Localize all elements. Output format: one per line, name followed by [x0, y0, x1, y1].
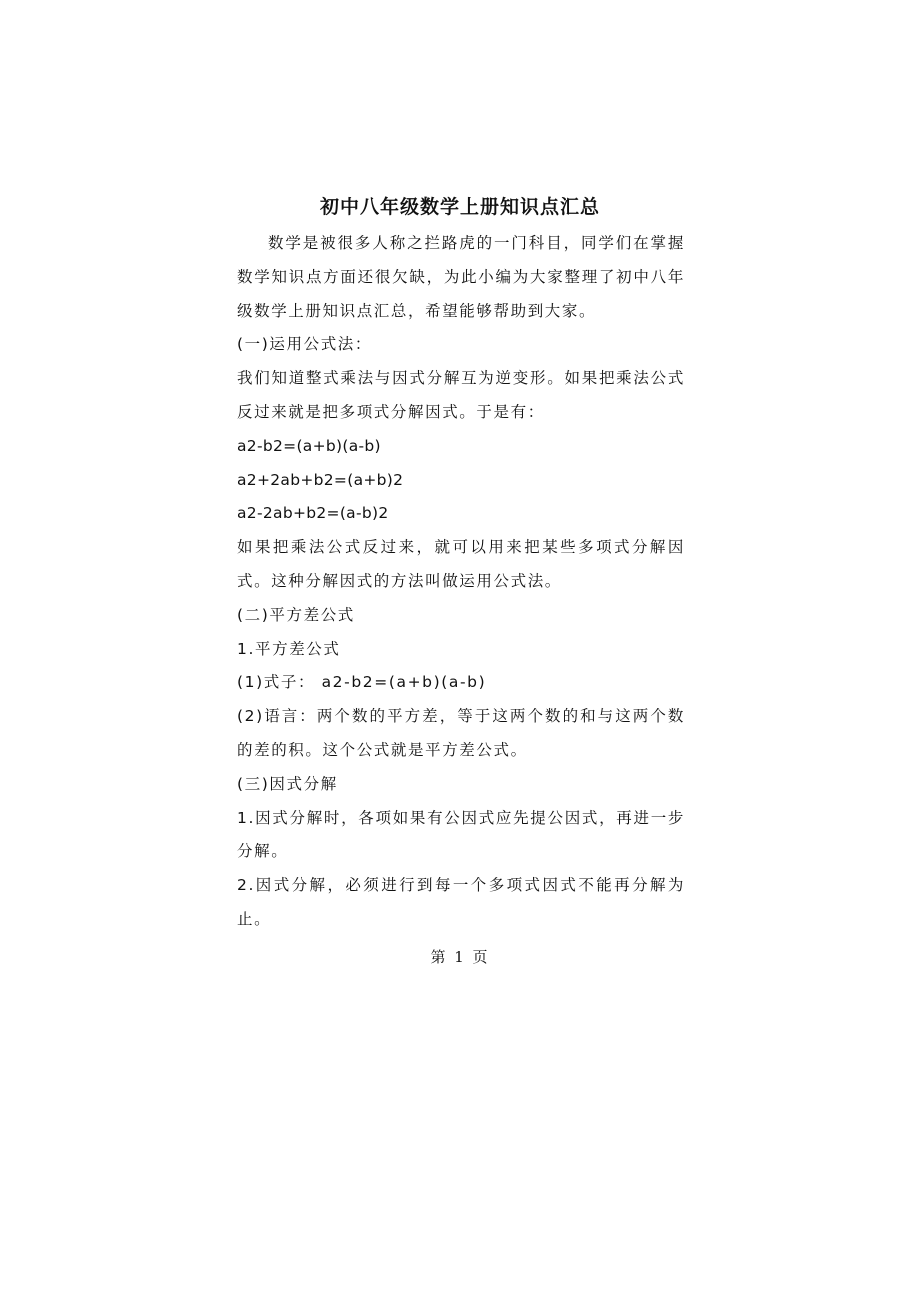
list-item-expression: (1)式子： a2-b2=(a+b)(a-b)	[237, 673, 487, 692]
list-item-factorization-2: 2.因式分解，必须进行到每一个多项式因式不能再分解为止。	[237, 876, 685, 928]
formula-square-of-difference: a2-2ab+b2=(a-b)2	[237, 504, 389, 523]
page-number: 第 1 页	[430, 948, 490, 966]
section-paragraph-formula-method: 我们知道整式乘法与因式分解互为逆变形。如果把乘法公式反过来就是把多项式分解因式。于是有：	[237, 369, 685, 421]
list-item-factorization-1: 1.因式分解时，各项如果有公因式应先提公因式，再进一步分解。	[237, 808, 685, 861]
list-item-difference-of-squares: 1.平方差公式	[237, 639, 341, 658]
section-heading-formula-method: (一)运用公式法：	[237, 335, 372, 354]
intro-paragraph: 数学是被很多人称之拦路虎的一门科目，同学们在掌握数学知识点方面还很欠缺，为此小编为大家整理了初中八年级数学上册知识点汇总，希望能够帮助到大家。	[237, 234, 685, 320]
section-heading-difference-of-squares: (二)平方差公式	[237, 605, 355, 624]
document-body	[237, 227, 685, 937]
document-title: 初中八年级数学上册知识点汇总	[319, 196, 600, 218]
list-item-language: (2)语言：两个数的平方差，等于这两个数的和与这两个数的差的积。这个公式就是平方差公式。	[237, 707, 685, 759]
section-conclusion-formula-method: 如果把乘法公式反过来，就可以用来把某些多项式分解因式。这种分解因式的方法叫做运用公式法。	[237, 538, 685, 590]
formula-square-of-sum: a2+2ab+b2=(a+b)2	[237, 470, 404, 489]
section-heading-factorization: (三)因式分解	[237, 774, 338, 793]
formula-difference-of-squares: a2-b2=(a+b)(a-b)	[237, 436, 381, 455]
